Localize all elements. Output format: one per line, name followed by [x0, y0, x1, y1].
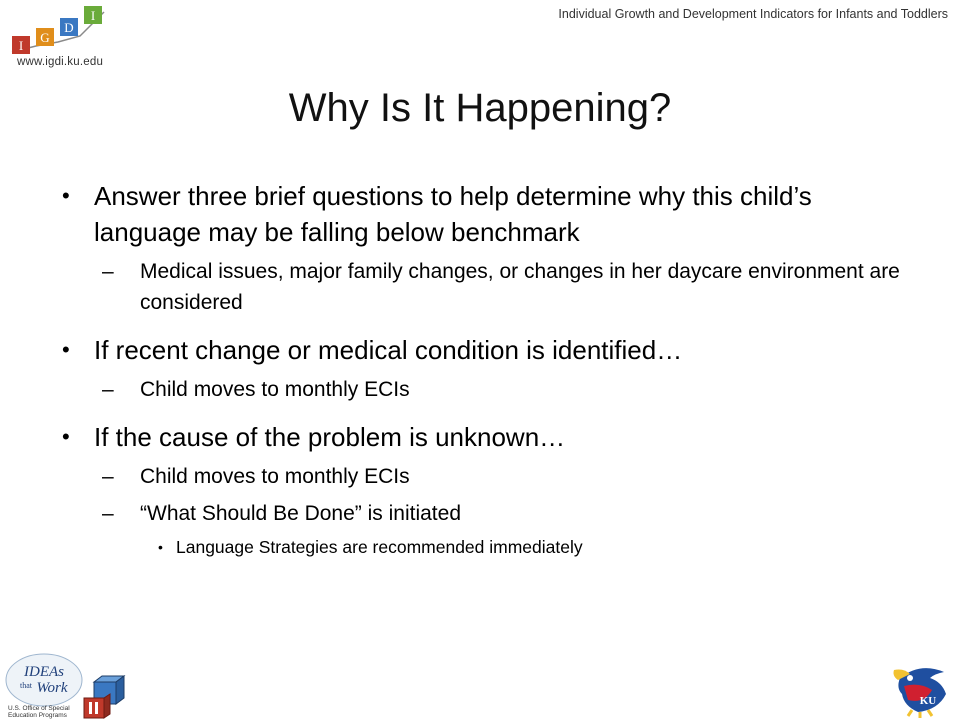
sub-bullet-3-1 — [62, 461, 902, 492]
ideas-logo-line1: IDEAs — [24, 664, 64, 680]
bullet-1-text: Answer three brief questions to help determine why this child’s language may be falling below benchmark — [94, 181, 812, 247]
ideas-logo-line3: Work — [36, 680, 68, 696]
program-title: Individual Growth and Development Indicators for Infants and Toddlers — [558, 7, 948, 21]
ku-logo-text: KU — [919, 695, 937, 707]
blocks-icon — [84, 676, 124, 718]
bullet-3-text: If the cause of the problem is unknown… — [94, 422, 566, 452]
slide-title: Why Is It Happening? — [288, 86, 672, 130]
sub-sub-bullet-3-2-1 — [62, 535, 902, 559]
sub-sub-bullet-3-2-1-text: Language Strategies are recommended immediately — [176, 537, 583, 557]
ideas-logo-caption1: U.S. Office of Special — [8, 705, 70, 712]
jayhawk-eye — [907, 675, 913, 681]
dash-icon: – — [102, 378, 114, 401]
sub-bullet-3-2 — [62, 498, 902, 529]
ideas-that-work-logo — [2, 652, 132, 720]
ku-jayhawk-logo — [890, 660, 956, 718]
sub-bullet-3-1-text: Child moves to monthly ECIs — [140, 465, 410, 488]
sub-bullet-1-1-text: Medical issues, major family changes, or changes in her daycare environment are considered — [140, 260, 900, 314]
bullet-1 — [62, 178, 902, 250]
dash-icon: – — [102, 502, 114, 525]
bullet-dot-icon: • — [62, 424, 70, 449]
ideas-logo-line2: that — [20, 681, 32, 690]
bullet-2 — [62, 332, 902, 368]
bullet-dot-icon: • — [158, 539, 163, 555]
logo-letter-3: D — [64, 20, 74, 35]
ideas-logo-caption2: Education Programs — [8, 712, 67, 719]
sub-bullet-2-1-text: Child moves to monthly ECIs — [140, 378, 410, 401]
dash-icon: – — [102, 260, 114, 283]
bullet-dot-icon: • — [62, 183, 70, 208]
bullet-3 — [62, 419, 902, 455]
site-url[interactable]: www.igdi.ku.edu — [16, 56, 104, 68]
bullet-list — [62, 178, 902, 559]
sub-bullet-3-2-text: “What Should Be Done” is initiated — [140, 502, 461, 525]
bullet-2-text: If recent change or medical condition is identified… — [94, 335, 683, 365]
sub-bullet-1-1 — [62, 256, 902, 318]
bullet-dot-icon: • — [62, 337, 70, 362]
sub-bullet-2-1 — [62, 374, 902, 405]
logo-letter-4: I — [90, 8, 96, 23]
logo-letter-1: I — [18, 38, 24, 53]
logo-letter-2: G — [40, 30, 50, 45]
dash-icon: – — [102, 465, 114, 488]
